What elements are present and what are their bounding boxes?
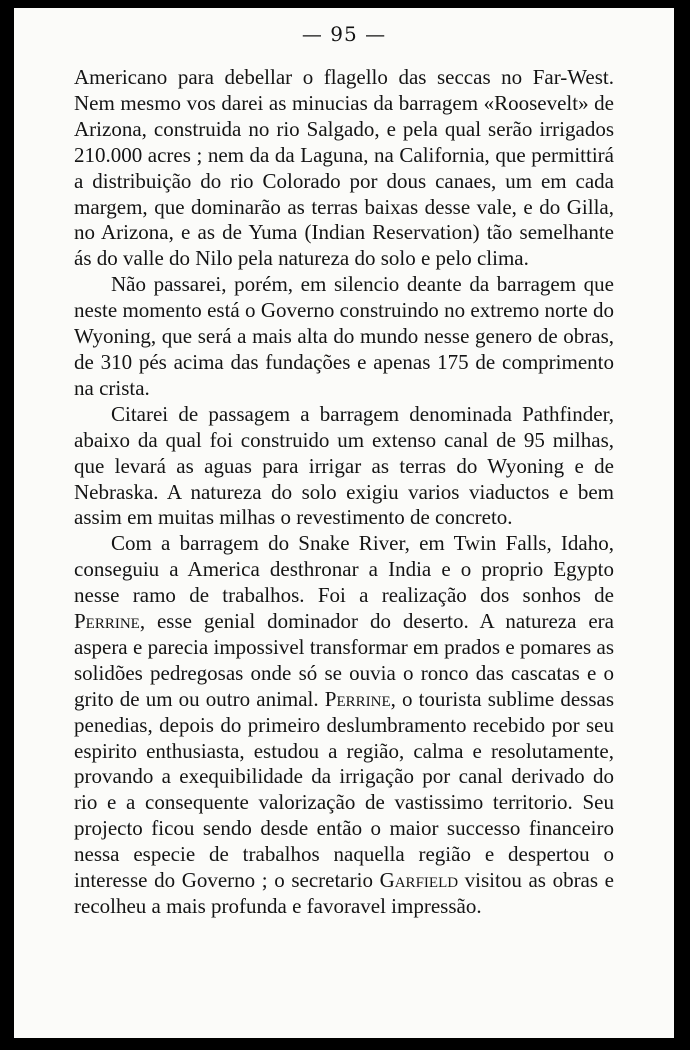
paragraph-3: [74, 402, 614, 532]
paragraph-4-text: visitou as obras e recolheu a mais profunda e favoravel impressão.: [74, 868, 614, 918]
paragraph-4-text: , o tourista sublime dessas penedias, depois do primeiro deslumbramento recebido por seu espirito enthusiasta, estudou a região, calma e resolutamente, provando a exequibilidade da irrigação por canal derivado do rio e a consequente valorização de vastissimo territorio. Seu projecto ficou sendo desde então o maior successo financeiro nessa especie de trabalhos naquella região e despertou o interesse do Governo ; o secretario: [74, 686, 614, 893]
paragraph-4-text: Com a barragem do Snake River, em Twin Falls, Idaho, conseguiu a America desthronar a India e o proprio Egypto nesse ramo de trabalhos. Foi a realização dos sonhos de: [74, 531, 614, 608]
paragraph-1: [74, 65, 614, 272]
paragraph-4-text: , esse genial dominador do deserto. A natureza era aspera e parecia impossivel transformar em prados e pomares as solidões pedregosas onde só se ouvia o ronco das cascatas e o grito de um ou outro animal.: [74, 609, 614, 711]
book-page: [14, 8, 674, 1038]
paragraph-4: [74, 531, 614, 920]
paragraph-2-text: Não passarei, porém, em silencio deante da barragem que neste momento está o Governo construindo no extremo norte do Wyoning, que será a mais alta do mundo nesse genero de obras, de 310 pés acima das fundações e apenas 175 de comprimento na crista.: [74, 272, 614, 400]
name-perrine: Perrine: [74, 609, 140, 634]
paragraph-3-text: Citarei de passagem a barragem denominada Pathfinder, abaixo da qual foi construido um extenso canal de 95 milhas, que levará as aguas para irrigar as terras do Wyoning e de Nebraska. A natureza do solo exigiu varios viaductos e bem assim em muitas milhas o revestimento de concreto.: [74, 401, 614, 530]
name-garfield: Garfield: [379, 868, 459, 893]
paragraph-1-text: Americano para debellar o flagello das seccas no Far-West. Nem mesmo vos darei as minucias da barragem «Roosevelt» de Arizona, construida no rio Salgado, e pela qual serão irrigados 210.000 acres ; nem da da Laguna, na California, que permittirá a distribuição do rio Colorado por dous canaes, um em cada margem, que dominarão as terras baixas desse vale, e do Gilla, no Arizona, e as de Yuma (Indian Reservation) tão semelhante ás do valle do Nilo pela natureza do solo e pelo clima.: [74, 65, 614, 271]
name-perrine: Perrine: [324, 686, 391, 711]
body-text: [74, 65, 614, 920]
page-number: — 95 —: [301, 22, 387, 46]
paragraph-2: [74, 272, 614, 402]
